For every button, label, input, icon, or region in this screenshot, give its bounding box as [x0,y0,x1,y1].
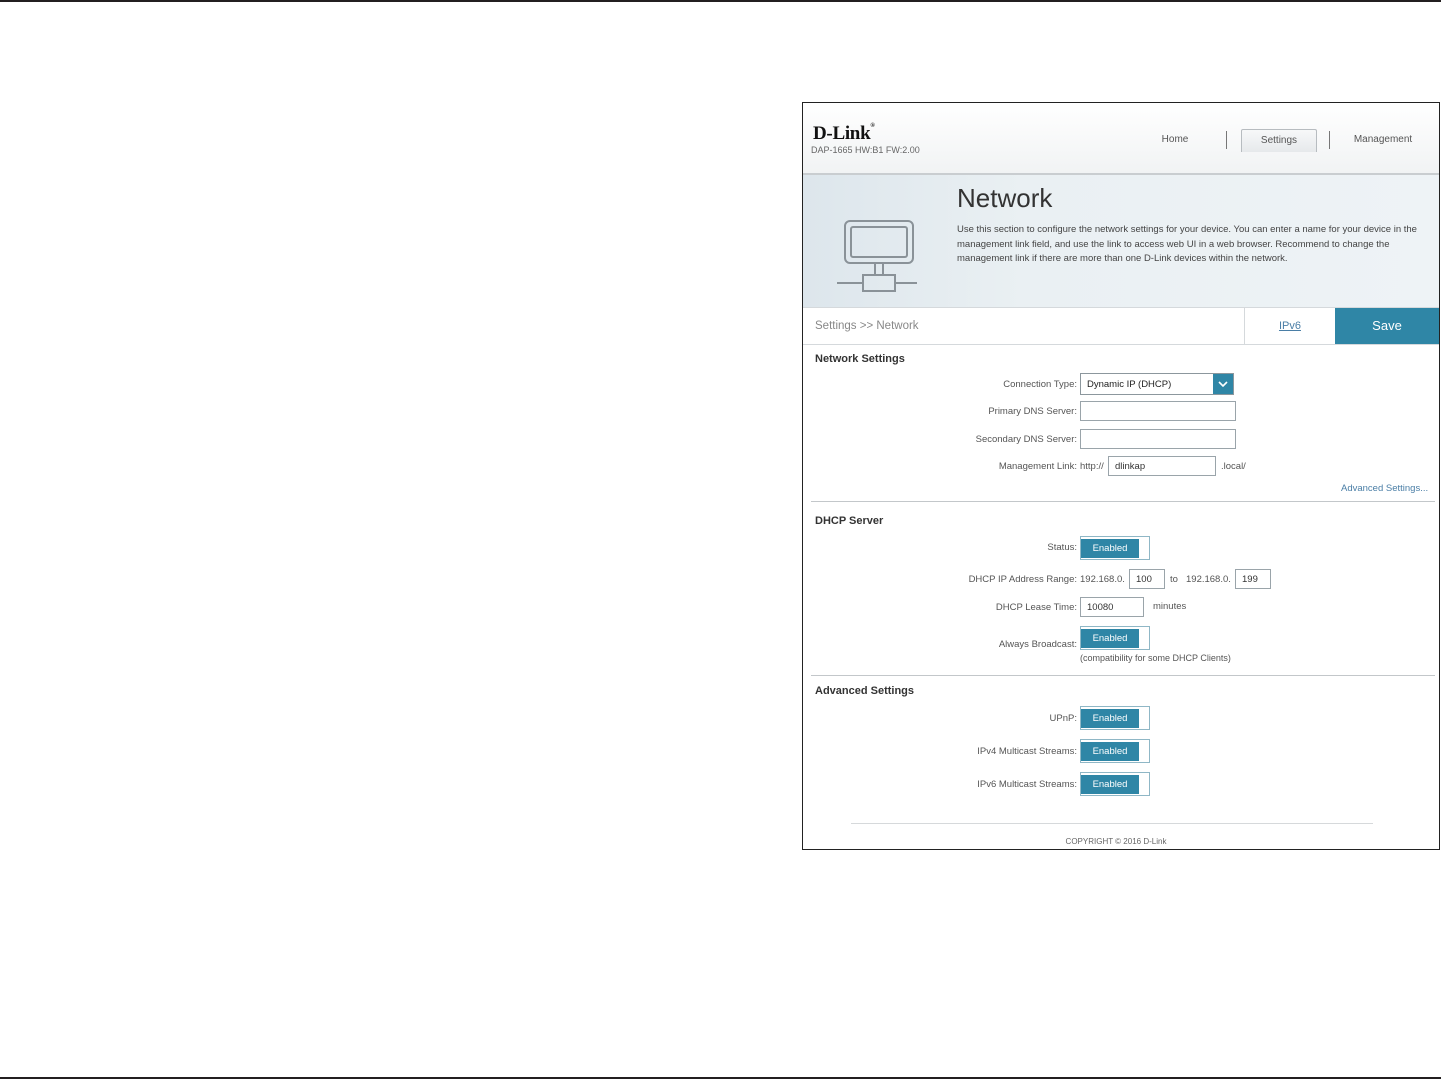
management-link-label: Management Link: [998,461,1077,472]
ipv4-multicast-toggle[interactable] [1080,739,1150,763]
secondary-dns-label: Secondary DNS Server: [975,434,1077,445]
ipv4-multicast-label: IPv4 Multicast Streams: [977,746,1077,757]
top-header [803,103,1439,175]
nav-home[interactable]: Home [1161,134,1189,145]
dhcp-lease-input[interactable] [1080,597,1144,617]
nav-separator [1329,131,1330,149]
nav-settings[interactable]: Settings [1241,129,1317,152]
ipv6-multicast-toggle[interactable] [1080,772,1150,796]
dhcp-range-start-input[interactable] [1129,569,1165,589]
dhcp-range-prefix-end: 192.168.0. [1186,574,1231,585]
page-title: Network [957,183,1053,213]
nav-separator [1226,131,1227,149]
breadcrumb: Settings >> Network [815,320,919,332]
network-settings-heading: Network Settings [815,353,905,365]
always-broadcast-note: (compatibility for some DHCP Clients) [1080,653,1231,663]
advanced-settings-heading: Advanced Settings [815,685,915,697]
management-link-suffix: .local/ [1221,461,1246,472]
dhcp-range-prefix-start: 192.168.0. [1080,574,1125,585]
dhcp-range-label: DHCP IP Address Range: [968,574,1077,585]
management-link-prefix: http:// [1080,461,1104,472]
router-settings-screenshot [802,102,1440,850]
dhcp-status-value: Enabled [1081,539,1139,558]
save-button[interactable]: Save [1335,308,1439,344]
footer-divider [851,823,1373,824]
dhcp-status-label: Status: [1047,542,1077,553]
connection-type-label: Connection Type: [1003,379,1077,390]
dlink-logo[interactable]: D-Link® [813,123,875,144]
always-broadcast-toggle[interactable] [1080,626,1150,650]
upnp-toggle[interactable] [1080,706,1150,730]
copyright: COPYRIGHT © 2016 D-Link [1065,837,1167,846]
page-banner [803,175,1439,307]
secondary-dns-input[interactable] [1080,429,1236,449]
always-broadcast-label: Always Broadcast: [998,639,1077,650]
upnp-value: Enabled [1081,709,1139,728]
primary-dns-input[interactable] [1080,401,1236,421]
dhcp-lease-unit: minutes [1153,601,1187,612]
network-device-icon [837,219,917,295]
nav-management[interactable]: Management [1353,134,1413,145]
dhcp-server-heading: DHCP Server [815,515,884,527]
management-link-input[interactable] [1108,456,1216,476]
page-top-rule [0,0,1441,2]
connection-type-select[interactable] [1080,373,1234,395]
advanced-settings-link[interactable]: Advanced Settings... [1341,483,1429,494]
breadcrumb-bar [803,307,1439,345]
dhcp-range-to: to [1170,574,1178,585]
section-divider [811,675,1435,676]
ipv6-multicast-value: Enabled [1081,775,1139,794]
upnp-label: UPnP: [1049,713,1077,724]
model-info: DAP-1665 HW:B1 FW:2.00 [811,145,920,155]
ipv6-multicast-label: IPv6 Multicast Streams: [977,779,1077,790]
dhcp-range-end-input[interactable] [1235,569,1271,589]
dhcp-lease-label: DHCP Lease Time: [995,602,1077,613]
page-description: Use this section to configure the network settings for your device. You can enter a name for your device in the management link field, and use the link to access web UI in a web browser. Recommend to change the management link if there are more than one D-Link devices within the network. [957,224,1417,264]
chevron-down-icon [1213,374,1233,394]
primary-dns-label: Primary DNS Server: [988,406,1077,417]
ipv4-multicast-value: Enabled [1081,742,1139,761]
section-divider [811,501,1435,502]
ipv6-link[interactable]: IPv6 [1244,308,1335,344]
connection-type-value: Dynamic IP (DHCP) [1087,379,1172,390]
page-bottom-rule [0,1077,1441,1079]
always-broadcast-value: Enabled [1081,629,1139,648]
dhcp-status-toggle[interactable] [1080,536,1150,560]
